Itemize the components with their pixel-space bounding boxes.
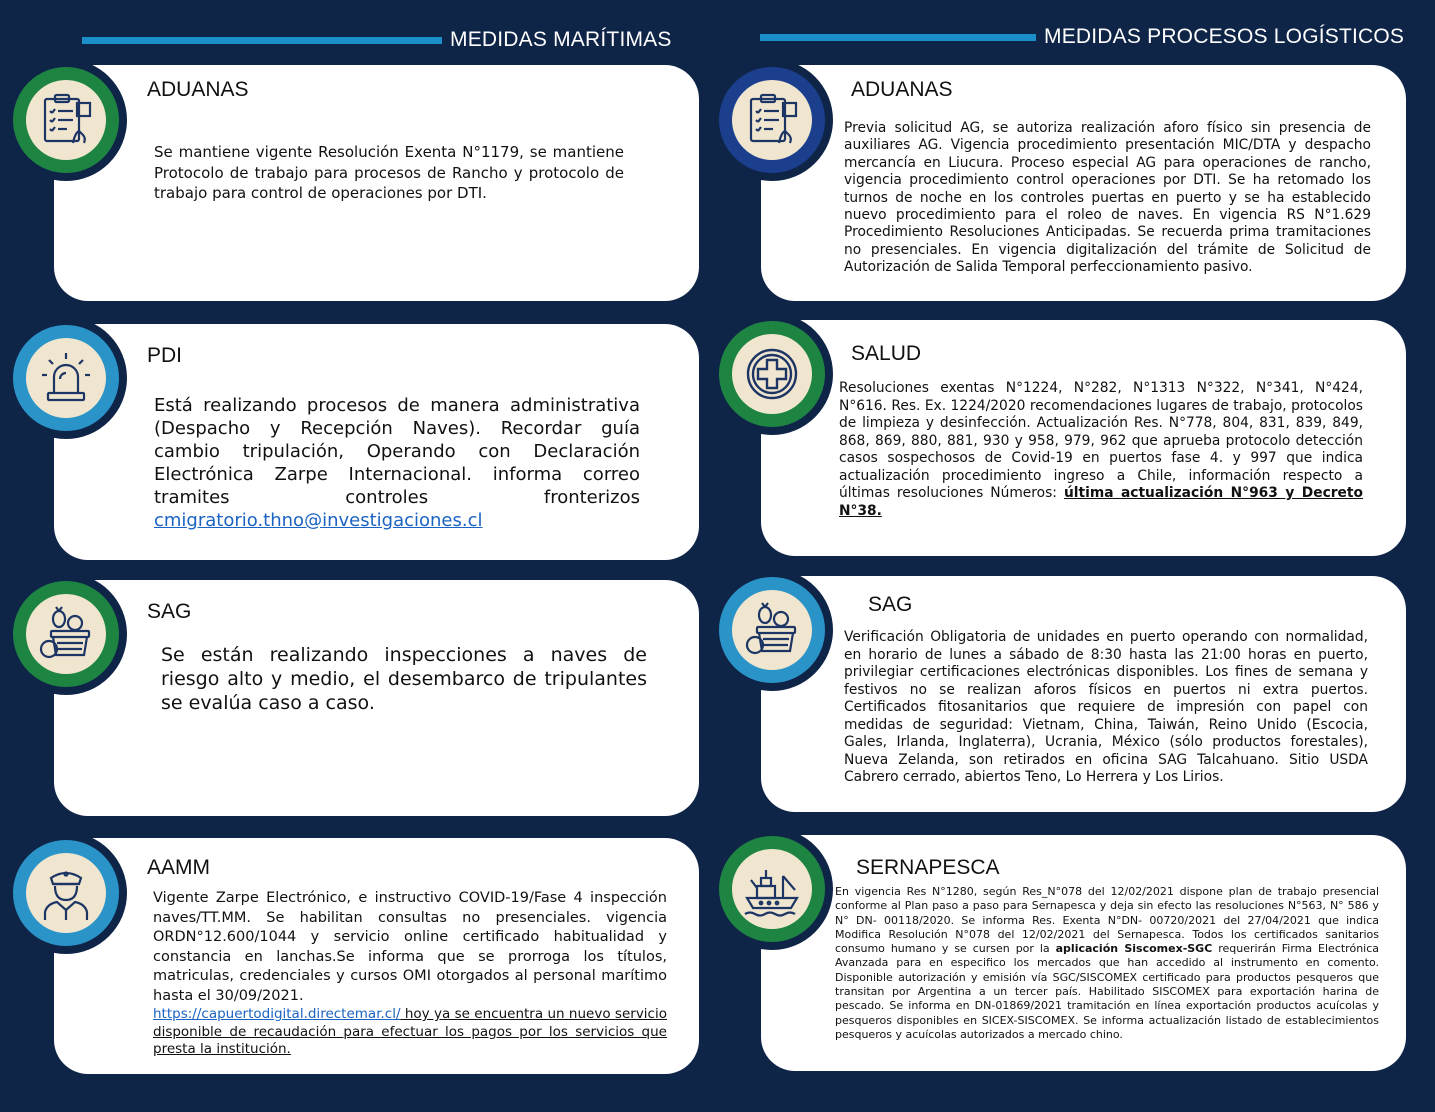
card-aduanas-maritimas (54, 65, 699, 301)
header-left-title: MEDIDAS MARÍTIMAS (450, 28, 672, 51)
siren-alarm-icon (37, 349, 95, 407)
salud-text: Resoluciones exentas N°1224, N°282, N°1313 N°322, N°341, N°424, N°616. Res. Ex. 1224/2020 recomendaciones lugares de trabajo, protocolos de limpieza y desinfección. Actualización Res. N°778, 804, 831, 839, 849, 868, 869, 880, 881, 930 y 958, 979, 962 que aprueba protocolo detección casos sospechosos de Covid-19 en puertos fase 4. y 997 que indica actualización procedimiento ingreso a Chile, información respecto a últimas resoluciones Números: (839, 380, 1363, 501)
sernapesca-text-after: requerirán Firma Electrónica Avanzada para en especifico los mercados que han accedido al instrumento en comento. Disponible autorización y emisión vía SGC/SISCOMEX certificado para productos pesqueros que transitan por Argentina a un tercer país. Habilitado SISCOMEX para exportación harina de pescado. Se informa en DN-01869/2021 tramitación en línea exportación productos acuícolas y pesqueros disponibles en SICEX-SISCOMEX. Se informa actualización listado de establecimientos pesqueros y acuícolas autorizados a mercado chino. (835, 942, 1380, 1041)
clipboard-checklist-icon (37, 91, 95, 149)
card-text (154, 394, 640, 532)
pdi-icon-ring (13, 325, 119, 431)
clipboard-checklist-icon (743, 91, 801, 149)
card-title: SAG (147, 600, 192, 623)
card-text: Se mantiene vigente Resolución Exenta N°1179, se mantiene Protocolo de trabajo para procesos de Rancho y protocolo de trabajo para control de operaciones por DTI. (154, 143, 624, 202)
card-title: SAG (868, 593, 913, 616)
sernapesca-bold-text: aplicación Siscomex-SGC (1055, 942, 1213, 956)
aamm-text: Vigente Zarpe Electrónico, e instructivo COVID-19/Fase 4 inspección naves/TT.MM. Se habilitan consultas no presenciales. vigencia ORDN°12.600/1044 y servicio online certificado habitualidad y constancia en lanchas.Se informa que se prorroga los títulos, matriculas, credenciales y cursos OMI otorgados al personal marítimo hasta el 30/09/2021. (153, 890, 667, 1004)
card-title: ADUANAS (851, 78, 953, 101)
header-right-bar (760, 34, 1036, 41)
sernapesca-text-before: En vigencia Res N°1280, según Res_N°078 del 12/02/2021 dispone plan de trabajo presencial conforme al Plan paso a paso para Sernapesca y deja sin efecto las resoluciones N°563, N° 586 y N° DN- 00118/2020. Se informa Res. Exenta N°DN- 00720/2021 del 27/04/2021 que indica Modifica Resolución N°078 del 12/02/2021 del Sernapesca. Todos los certificados sanitarios consumo humano y se cursen por la (835, 885, 1379, 956)
card-title: ADUANAS (147, 78, 249, 101)
header-left-bar (82, 37, 442, 44)
header-right-title: MEDIDAS PROCESOS LOGÍSTICOS (1044, 25, 1405, 48)
medical-cross-icon (743, 345, 801, 403)
pdi-email-link[interactable]: cmigratorio.thno@investigaciones.cl (154, 510, 483, 531)
aamm-link[interactable]: https://capuertodigital.directemar.cl/ (153, 1006, 401, 1022)
aamm-icon-ring (13, 840, 119, 946)
aduanas-icon-ring (13, 67, 119, 173)
aduanas-logisticos-icon-ring (719, 67, 825, 173)
card-sernapesca (761, 835, 1406, 1071)
card-pdi (54, 324, 699, 560)
fruit-basket-icon (743, 601, 801, 659)
card-title: AAMM (147, 856, 210, 879)
card-text: Se están realizando inspecciones a naves de riesgo alto y medio, el desembarco de tripulantes se evalúa caso a caso. (161, 644, 647, 714)
header-left (82, 20, 672, 60)
card-text (835, 885, 1379, 1042)
fishing-ship-icon (743, 860, 801, 918)
card-title: PDI (147, 344, 183, 367)
card-aduanas-logisticos (761, 65, 1406, 301)
sag-icon-ring (13, 581, 119, 687)
card-aamm (54, 838, 699, 1074)
sernapesca-icon-ring (719, 836, 825, 942)
aamm-link-after: hoy ya se encuentra un nuevo servicio disponible de recaudación para efectuar los pagos por los servicios que presta la institución. (153, 1006, 667, 1057)
aamm-link-line (153, 1006, 667, 1059)
card-text: Verificación Obligatoria de unidades en puerto operando con normalidad, en horario de lunes a sábado de 8:30 hasta las 21:00 horas en puerto, privilegiar certificaciones electrónicas disponibles. Los fines de semana y festivos no se realizan aforos físicos en puertos ni extra puertos. Certificados fitosanitarios que requiere de impresión con papel con medidas de seguridad: Vietnam, China, Taiwán, Reino Unido (Escocia, Gales, Irlanda, Inglaterra), Ucrania, México (sólo productos forestales), Nueva Zelanda, son retirados en oficina SAG Talcahuano. Sitio USDA Cabrero cerrado, abiertos Teno, Lo Herrera y Los Lirios. (844, 629, 1368, 785)
card-salud (761, 320, 1406, 556)
card-text (839, 380, 1363, 520)
card-sag-maritimo (54, 580, 699, 816)
salud-icon-ring (719, 321, 825, 427)
sag-logistico-icon-ring (719, 577, 825, 683)
card-text: Previa solicitud AG, se autoriza realización aforo físico sin presencia de auxiliares AG. Vigencia procedimiento presentación MIC/DTA y despacho mercancía en Liucura. Proceso especial AG para operaciones de rancho, vigencia procedimiento control operaciones por DTI. Se ha retomado los turnos de noche en los controles puertas en puerto y se ha establecido nuevo procedimiento para el roleo de naves. En vigencia RS N°1.629 Procedimiento Resoluciones Anticipadas. Se recuerda prima tramitaciones no presenciales. En vigencia digitalización del trámite de Solicitud de Autorización de Salida Temporal perfeccionamiento pasivo. (844, 120, 1371, 276)
card-title: SALUD (851, 342, 922, 365)
salud-bold-text: última actualización N°963 y Decreto N°38. (839, 485, 1363, 519)
fruit-basket-icon (37, 605, 95, 663)
card-text (153, 889, 667, 1059)
card-title: SERNAPESCA (856, 856, 1000, 879)
pdi-text: Está realizando procesos de manera administrativa (Despacho y Recepción Naves). Recordar guía cambio tripulación, Operando con Declaración Electrónica Zarpe Internacional. informa correo tramites controles fronterizos (154, 395, 640, 508)
header-right (760, 17, 1404, 57)
captain-officer-icon (37, 864, 95, 922)
card-sag-logistico (761, 576, 1406, 812)
